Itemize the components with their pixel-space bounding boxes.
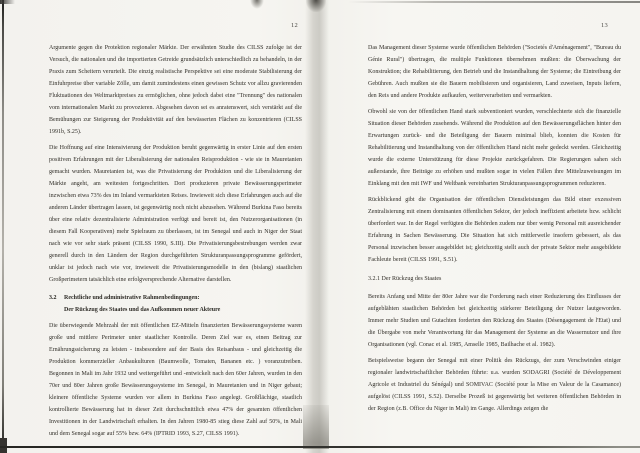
page-number-right: 13 (601, 22, 609, 29)
scan-top-smudge (250, 0, 264, 9)
paragraph: Das Management dieser Systeme wurde öffentlichen Behörden ("Societés d'Aménagement", "Bureau du Génie Rural") übertragen, die multiple Funktionen übernehmen mußten: die Überwachung der Konstruktion; die Rehabilitierung, den Betrieb und die Instandhaltung der Systeme; die Eintreibung der Gebühren. Auch mußten sie die Bauern mobilisieren und organisieren, Land zuweisen, Inputs liefern, den Reis und andere Produkte aufkaufen, weiterverarbeiten und vermarkten. (368, 45, 621, 99)
scan-top-left-corner-mark (0, 0, 15, 4)
section-number: 3.2 (49, 295, 57, 301)
subsection-heading-3-2-1: 3.2.1 Der Rückzug des Staates (368, 276, 442, 282)
section-title-line2: Der Rückzug des Staates und das Aufkommen neuer Akteure (64, 306, 221, 313)
scan-top-edge-line (348, 1, 640, 3)
paragraph: Argumente gegen die Protektion regionaler Märkte. Der erwähnten Studie des CILSS zufolge ist der Versuch, die nationalen und die importierten Getreide grundsätzlich unterschiedlich zu behandeln, in der Praxis zum Scheitern verurteilt. Die einzig realistische Perspektive sei eine moderate Stabilisierung der Einfuhrpreise über variable Zölle, um damit zumindestens einen gewissen Schutz vor allzu gravierenden Fluktuationen des Weltmarktpreises zu ermöglichen, ohne jedoch dabei eine "Trennung" des nationalen vom internationalen Markt zu provozieren. Abgesehen davon sei es anratenswert, sich verstärkt auf die Bemühungen zur Steigerung der Produktivität auf den bewässerten Flächen zu konzentrieren (CILSS 1991b, S.25). (49, 45, 302, 135)
section-title (64, 293, 220, 316)
section-title-line1: Rechtliche und administrative Rahmenbedingungen: (64, 295, 200, 301)
page-number-left: 12 (291, 22, 299, 29)
paragraph: Beispielsweise begann der Senegal mit einer Politik des Rückzugs, der zum Verschwinden einiger regionaler landwirtschaftlicher Behörden führte: u.a. wurden SODAGRI (Société de Développement Agricole et Industriel du Sénégal) und SOMIVAC (Société pour la Mise en Valeur de la Casamance) aufgelöst (CILSS 1991, S.52). Derselbe Prozeß ist gegenwärtig bei weiteren öffentlichen Behörden in der Region (z.B. Office du Niger in Mali) im Gange. Allerdings zeigen die (368, 358, 621, 412)
paragraph: Bereits Anfang und Mitte der 80er Jahre war die Forderung nach einer Reduzierung des Einflusses der aufgeblähten staatlichen Behörden bei gleichzeitig stärkerer Beteiligung der Nutzer lautgeworden. Immer mehr Studien und Gutachten forderten den Rückzug des Staates (Désengagement de l'Etat) und die Übergabe von mehr Verantwortung für das Management der Systeme an die Wassernutzer und ihre Organisationen (vgl. Conac et al. 1985, Amselle 1985, Bailhache et al. 1982). (368, 294, 621, 348)
page-gutter-shadow (305, 0, 329, 453)
scan-bottom-edge-line (0, 446, 640, 448)
right-page-text-column (368, 42, 621, 419)
scan-left-edge-shadow (2, 0, 4, 453)
paragraph: Die überwiegende Mehrzahl der mit öffentlichen EZ-Mitteln finanzierten Bewässerungssysteme waren große und mittlere Perimeter unter staatlicher Kontrolle. Deren Ziel war es, einen Beitrag zur Ernährungssicherung zu leisten - insbesondere auf der Basis des Reisanbaus - und gleichzeitig die Produktion kommerzieller Anbaukulturen (Baumwolle, Tomaten, Bananen etc. ) voranzutreiben. Begonnen in Mali im Jahr 1932 und weitergeführt und -entwickelt nach den 60er Jahren, wurden in den 70er und 80er Jahren große Bewässerungssysteme im Senegal, in Mauretanien und in Niger gebaut; kleinere öffentliche Systeme wurden vor allem in Burkina Faso angelegt. Großflächige, staatlich kontrollierte Bewässerung hat in dieser Zeit durchschnittlich etwa 47% der gesamten öffentlichen Investitionen in der Landwirtschaft erhalten. In den Jahren 1980-85 stieg diese Zahl auf 50%, in Mali und dem Senegal sogar auf 55% bzw. 64% (IPTRID 1993, S.27, CILSS 1991). (49, 323, 302, 437)
paragraph: Obwohl sie von der öffentlichen Hand stark subventioniert wurden, verschlechterte sich die finanzielle Situation dieser Behörden zusehends. Während die Produktion auf den Bewässerungsflächen hinter den Erwartungen zurück- und die Beteiligung der Bauern minimal blieb, konnten die Kosten für Rehabilitierung und Instandhaltung von der öffentlichen Hand nicht mehr gedeckt werden. Gleichzeitig wurde die externe Unterstützung für diese Projekte zurückgefahren. Die Regierungen sahen sich außerstande, ihre Beiträge zu erhöhen und mußten sogar in vielen Fällen ihre Mittelzuweisungen im Einklang mit den mit IWF und Weltbank vereinbarten Strukturanpassungsprogrammen reduzieren. (368, 109, 621, 187)
section-heading-3-2 (49, 293, 302, 316)
gutter-bottom-smudge (303, 405, 329, 449)
left-page-text-column (49, 42, 302, 444)
paragraph: Rückblickend gibt die Organisation der öffentlichen Dienstleistungen das Bild einer exzessiven Zentralisierung mit einem dominanten öffentlichen Sektor, der jedoch ineffizient arbeitete bzw. schlicht überfordert war. In der Regel verfügten die Behörden zudem nur über wenig Personal mit ausreichender Erfahrung in Sachen Bewässerung. Die Situation hat sich mittlerweile insofern gebessert, als das Personal inzwischen besser ausgebildet ist; gleichzeitig stellt auch der private Sektor mehr ausgebildete Fachleute bereit (CILSS 1991, S.51). (368, 197, 621, 263)
paragraph: Die Hoffnung auf eine Intensivierung der Produktion beruht gegenwärtig in erster Linie auf den ersten positiven Erfahrungen mit der Liberalisierung der nationalen Reisproduktion - wie sie in Mauretanien gemacht wurden. Mauretanien ist, was die Privatisierung der Produktion und die Liberalisierung der Märkte angeht, am weitesten fortgeschritten. Dort produzieren private Bewässerungsperimeter inzwischen etwa 73% des im Inland vermarkteten Reises. Inwieweit sich diese Erfahrungen auch auf die anderen Länder übertragen lassen, ist gegenwärtig noch nicht abzusehen. Während Burkina Faso bereits über eine relativ dezentralisierte Administration verfügt und bereit ist, den Nutzerorganisationen (in diesem Fall Kooperativen) mehr Spielraum zu überlassen, ist im Senegal und auch in Niger der Staat nach wie vor sehr stark präsent (CILSS 1990, S.III). Die Privatisierungsbestrebungen werden zwar generell durch in den Ländern der Region durchgeführten Strukturanpassungsprogramme gefördert, unklar ist jedoch nach wie vor, inwieweit die Privatisierungsmodelle in den (bislang) staatlichen Großperimetern tatsächlich eine erfolgversprechende Alternative darstellen. (49, 145, 302, 283)
gutter-top-smudge (306, 0, 326, 12)
